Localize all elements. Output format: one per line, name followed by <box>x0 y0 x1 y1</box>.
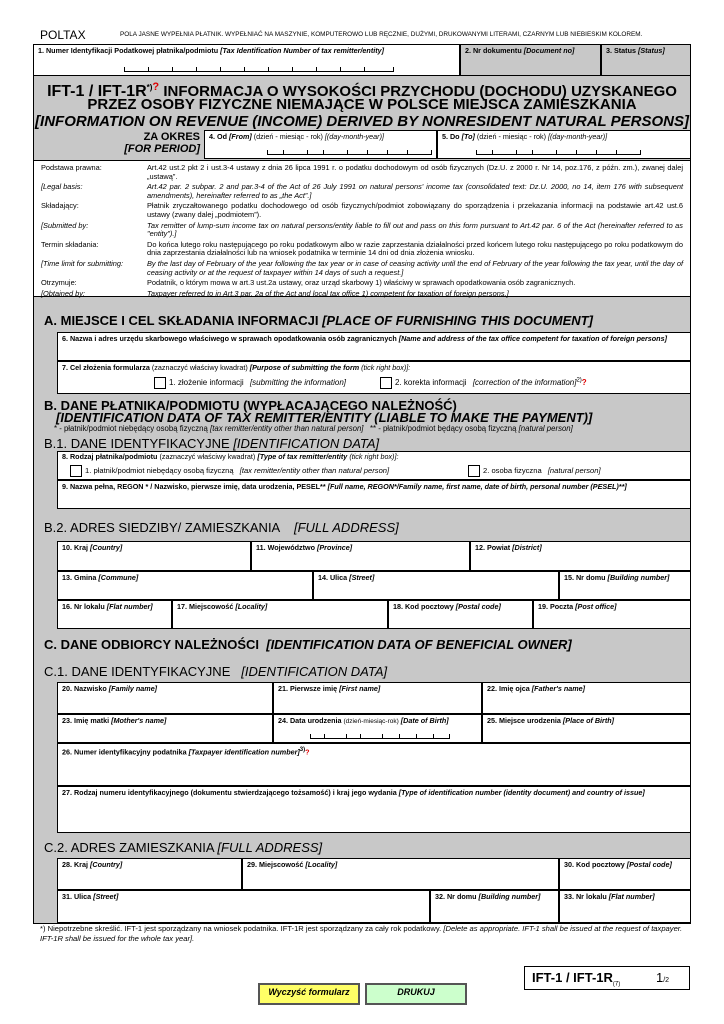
field-label-text: 16. Nr lokalu <box>62 602 105 611</box>
field-17-locality[interactable] <box>172 600 388 629</box>
title-line-3-en: [INFORMATION ON REVENUE (INCOME) DERIVED BY NONRESIDENT NATURAL PERSONS] <box>35 113 689 130</box>
note-2: ** - płatnik/podmiot będący osobą fizyczną <box>369 424 517 433</box>
footnote <box>40 924 692 944</box>
date-of-birth-comb <box>310 733 450 739</box>
field-14-street[interactable] <box>313 571 559 600</box>
section-b-title-en: [IDENTIFICATION DATA OF TAX REMITTER/ENTITY (LIABLE TO MAKE THE PAYMENT)] <box>56 410 593 425</box>
field-8-remitter-type <box>57 451 691 480</box>
field-23-mother-name[interactable] <box>57 714 273 743</box>
basis-row <box>40 240 684 259</box>
field-label-text: [Flat number] <box>608 892 655 901</box>
remitter-type-option-2[interactable] <box>468 465 601 477</box>
field-5-date-to[interactable] <box>437 130 691 159</box>
field-label-text: 11. Województwo <box>256 543 315 552</box>
field-33-flat-number[interactable] <box>559 890 691 923</box>
basis-row <box>40 201 684 220</box>
title-line-2: PRZEZ OSOBY FIZYCZNE NIEMAJĄCE W POLSCE MIEJSCA ZAMIESZKANIA <box>87 96 637 113</box>
field-label-text: 32. Nr domu <box>435 892 477 901</box>
basis-text: Do końca lutego roku następującego po roku podatkowym albo w razie zaprzestania działalności przed końcem lutego roku następującego po roku podatkowym do dnia zaprzestania działalności lub na wniosek podatnika w terminie 14 dni od dnia złożenia wniosku. <box>147 239 683 258</box>
field-4-label: 4. Od <box>209 132 227 141</box>
b1-title-en: [IDENTIFICATION DATA] <box>233 436 380 451</box>
field-3-status <box>601 44 691 76</box>
option-2-label: 2. osoba fizyczna <box>483 466 542 475</box>
section-heading-text: B.1. DANE IDENTYFIKACYJNE <box>44 436 230 451</box>
tax-id-comb <box>124 66 394 72</box>
date-from-comb <box>267 149 432 155</box>
field-label-text: 21. Pierwsze imię <box>278 684 338 693</box>
field-5-label-en: [To] <box>461 132 475 141</box>
field-label-text: [Taxpayer identification number] <box>188 747 300 757</box>
field-20-family-name[interactable] <box>57 682 273 714</box>
basis-row <box>40 221 684 240</box>
basis-label: [Legal basis: <box>41 182 83 192</box>
field-2-label-en: [Document no] <box>523 46 575 55</box>
field-21-first-name[interactable] <box>273 682 482 714</box>
field-label-text: 27. Rodzaj numeru identyfikacyjnego (dokumentu stwierdzającego tożsamość) i kraj jego wydania <box>62 788 397 797</box>
basis-text: Podatnik, o którym mowa w art.3 ust.2a ustawy, oraz urząd skarbowy 1) właściwy w sprawach opodatkowania osób zagranicznych. <box>147 278 576 288</box>
section-heading-text: B.2. ADRES SIEDZIBY/ ZAMIESZKANIA <box>44 520 280 535</box>
clear-form-button[interactable]: Wyczyść formularz <box>258 983 360 1005</box>
period-label <box>104 131 200 155</box>
field-label-text: [Post office] <box>575 602 617 611</box>
field-6-tax-office[interactable] <box>57 332 691 361</box>
basis-label: Termin składania: <box>41 239 99 249</box>
field-label-text: 12. Powiat <box>475 543 511 552</box>
basis-label: [Time limit for submitting: <box>41 258 124 268</box>
field-6-label: 6. Nazwa i adres urzędu skarbowego właściwego w sprawach opodatkowania osób zagranicznych <box>62 334 397 343</box>
title-footnote-mark: *) <box>146 83 153 92</box>
footer-version: (7) <box>612 981 621 988</box>
field-label-text: [First name] <box>339 684 381 693</box>
field-7-hint-en: (tick right box)]: <box>361 363 411 372</box>
note-1-en: [tax remitter/entity other than natural person] <box>210 424 364 433</box>
field-label-text: [Family name] <box>108 684 158 693</box>
help-icon[interactable]: ? <box>305 747 310 757</box>
purpose-option-2[interactable] <box>380 377 587 389</box>
option-2-label-en: [correction of the information] <box>472 378 577 388</box>
checkbox-non-natural-person[interactable] <box>70 465 82 477</box>
field-label-text: 28. Kraj <box>62 860 88 869</box>
page-total: /2 <box>663 977 670 984</box>
field-label-text: 14. Ulica <box>318 573 348 582</box>
field-28-country[interactable] <box>57 858 242 890</box>
field-8-label: 8. Rodzaj płatnika/podmiotu <box>62 452 158 461</box>
basis-text: Płatnik zryczałtowanego podatku dochodowego od osób fizycznych/podmiot zobowiązany do sporządzenia i przekazania informacji na podstawie art.42 ust.6 ustawy (zwany dalej „podmiotem”). <box>147 201 683 219</box>
basis-row <box>40 163 684 182</box>
field-label-text: 31. Ulica <box>62 892 92 901</box>
footnote-text-en: [Delete as appropriate. IFT-1 shall be issued at the request of taxpayer. IFT-1R shall be issued for the whole tax year]. <box>40 924 683 943</box>
c2-title <box>44 840 322 855</box>
field-9-full-name[interactable] <box>57 480 691 509</box>
field-10-country[interactable] <box>57 541 251 571</box>
field-27-id-document-type[interactable] <box>57 786 691 833</box>
period-label-en: [FOR PERIOD] <box>124 143 200 155</box>
field-label-text: (dzień-miesiąc-rok) <box>343 718 399 725</box>
field-1-label-en: [Tax Identification Number of tax remitter/entity] <box>220 46 384 55</box>
basis-text: Tax remitter of lump-sum income tax on natural persons/entity liable to fill out and pass on this form pursuant to Art.42 par. 6 of the Act (hereinafter referred to as "entity").] <box>147 220 683 239</box>
field-5-label: 5. Do <box>442 132 460 141</box>
basis-label: [Obtained by: <box>41 288 85 298</box>
footer-code-box <box>532 970 620 988</box>
field-1-tax-id[interactable] <box>33 44 460 76</box>
legal-basis-block <box>34 160 690 297</box>
b2-title <box>44 520 399 535</box>
help-icon[interactable]: ? <box>152 81 160 93</box>
basis-label: Składający: <box>41 201 79 211</box>
field-label-text: 18. Kod pocztowy <box>393 602 454 611</box>
field-label-text: [Country] <box>89 543 123 552</box>
field-label-text: [Type of identification number (identity document) and country of issue] <box>398 788 645 797</box>
footnote-text: *) Niepotrzebne skreślić. IFT-1 jest sporządzany na wniosek podatnika. IFT-1R jest sporządzany za cały rok podatkowy. <box>40 924 442 933</box>
option-1-label: 1. płatnik/podmiot niebędący osobą fizyczną <box>85 466 234 475</box>
field-4-hint: (dzień - miesiąc - rok) <box>253 132 323 141</box>
field-22-father-name[interactable] <box>482 682 691 714</box>
field-label-text: [Building number] <box>478 892 541 901</box>
field-13-commune[interactable] <box>57 571 313 600</box>
field-29-locality[interactable] <box>242 858 559 890</box>
field-30-postal-code[interactable] <box>559 858 691 890</box>
basis-row <box>40 289 684 300</box>
field-4-date-from[interactable] <box>204 130 437 159</box>
page-current: 1 <box>656 970 664 985</box>
section-c-title-en: [IDENTIFICATION DATA OF BENEFICIAL OWNER] <box>266 637 572 652</box>
field-19-post-office[interactable] <box>533 600 691 629</box>
basis-text: Art.42 par. 2 subpar. 2 and par.3-4 of the Act of 26 July 1991 on natural persons' income tax (consolidated text: Dz.U. 2000, no 14, item 176 with subsequent amendments), hereinafter referred to as „the Act”.] <box>147 182 683 200</box>
field-label-text: 10. Kraj <box>62 543 88 552</box>
note-1: * - płatnik/podmiot niebędący osobą fizyczną <box>54 424 208 433</box>
poltax-label: POLTAX <box>40 28 86 42</box>
section-a-title <box>44 313 593 328</box>
note-2-en: [natural person] <box>518 424 573 433</box>
field-label-text: [Street] <box>93 892 119 901</box>
field-4-hint-en: [(day-month-year)] <box>324 132 384 141</box>
form-code: IFT-1 / IFT-1R <box>47 83 147 100</box>
field-label-text: 24. Data urodzenia <box>278 716 342 725</box>
field-1-label: 1. Numer Identyfikacji Podatkowej płatnika/podmiotu <box>38 46 219 55</box>
option-2-footnote: 2) <box>576 377 582 384</box>
field-16-flat-number[interactable] <box>57 600 172 629</box>
field-9-label: 9. Nazwa pełna, REGON * / Nazwisko, pierwsze imię, data urodzenia, PESEL** <box>62 482 326 491</box>
section-b-title: B. DANE PŁATNIKA/PODMIOTU (WYPŁACAJĄCEGO NALEŻNOŚĆ) <box>44 398 457 413</box>
field-2-label: 2. Nr dokumentu <box>465 46 522 55</box>
option-1-label: 1. złożenie informacji <box>169 378 244 388</box>
field-label-text: [Commune] <box>98 573 139 582</box>
field-label-text: [Province] <box>316 543 353 552</box>
fill-instruction: POLA JASNE WYPEŁNIA PŁATNIK. WYPEŁNIAĆ NA MASZYNIE, KOMPUTEROWO LUB RĘCZNIE, DUŻYMI, DRUKOWANYMI LITERAMI, CZARNYM LUB NIEBIESKIM KOLOREM. <box>120 31 643 38</box>
section-heading-text: C.1. DANE IDENTYFIKACYJNE <box>44 664 231 679</box>
field-8-label-en: [Type of tax remitter/entity <box>257 452 348 461</box>
field-9-label-en: [Full name, REGON*/Family name, first name, date of birth, personal number (PESEL)**] <box>327 482 627 491</box>
page-number <box>656 970 669 985</box>
title-line-1: INFORMACJA O WYSOKOŚCI PRZYCHODU (DOCHODU) UZYSKANEGO <box>163 83 677 100</box>
field-8-hint: (zaznaczyć właściwy kwadrat) <box>159 452 256 461</box>
basis-label: [Submitted by: <box>41 220 89 230</box>
checkbox-natural-person[interactable] <box>468 465 480 477</box>
field-label-text: [Locality] <box>235 602 268 611</box>
field-label-text: [Mother's name] <box>111 716 167 725</box>
field-32-building-number[interactable] <box>430 890 559 923</box>
field-5-hint-en: [(day-month-year)] <box>547 132 608 141</box>
field-label-text: [District] <box>512 543 542 552</box>
field-label-text: [Country] <box>89 860 123 869</box>
field-label-text: 19. Poczta <box>538 602 574 611</box>
field-26-taxpayer-id[interactable]: 26. Numer identyfikacyjny podatnika [Taxpayer identification number]$^{3)}$? <box>57 743 691 786</box>
basis-text: By the last day of February of the year following the tax year or in case of ceasing activity until the end of February of the year following the tax year, until the day of ceasing activity or at the request of taxpayer within 14 days of such a request.] <box>147 258 683 277</box>
field-2-document-no <box>460 44 601 76</box>
field-label-text: 26. Numer identyfikacyjny podatnika <box>62 747 187 757</box>
field-label-text: [Date of Birth] <box>400 716 449 725</box>
basis-label: Podstawa prawna: <box>41 163 102 172</box>
field-label-text: [Locality] <box>305 860 338 869</box>
field-7-purpose <box>57 361 691 394</box>
section-heading-text: C. DANE ODBIORCY NALEŻNOŚCI <box>44 637 259 652</box>
remitter-type-option-1[interactable] <box>70 465 389 477</box>
field-label-text: [Postal code] <box>626 860 672 869</box>
field-15-building-number[interactable] <box>559 571 691 600</box>
field-label-text: 17. Miejscowość <box>177 602 234 611</box>
purpose-option-1[interactable] <box>154 377 346 389</box>
field-label-text: 22. Imię ojca <box>487 684 530 693</box>
date-to-comb <box>476 149 641 155</box>
print-button[interactable]: DRUKUJ <box>365 983 467 1005</box>
field-8-hint-en: (tick right box)]: <box>349 452 399 461</box>
b1-title <box>44 436 379 451</box>
field-18-postal-code[interactable] <box>388 600 533 629</box>
field-label-text: [Street] <box>349 573 375 582</box>
option-2-label: 2. korekta informacji <box>395 378 467 388</box>
field-label-text: [Postal code] <box>455 602 501 611</box>
section-a-title-en: [PLACE OF FURNISHING THIS DOCUMENT] <box>322 313 593 328</box>
basis-text: Taxpayer referred to in Art.3 par. 2a of the Act and local tax office 1) competent for taxation of foreign persons.] <box>147 288 509 298</box>
help-icon[interactable]: ? <box>581 378 587 388</box>
field-11-province[interactable] <box>251 541 470 571</box>
field-label-text: [Place of Birth] <box>562 716 615 725</box>
option-1-label-en: [submitting the information] <box>249 378 346 388</box>
checkbox-correction[interactable] <box>380 377 392 389</box>
checkbox-submit-info[interactable] <box>154 377 166 389</box>
section-c-title <box>44 637 572 652</box>
c2-title-en: [FULL ADDRESS] <box>217 840 323 855</box>
field-label-text: 29. Miejscowość <box>247 860 304 869</box>
field-label-text: 23. Imię matki <box>62 716 110 725</box>
basis-row <box>40 278 684 289</box>
option-1-label-en: [tax remitter/entity other than natural person] <box>239 466 390 475</box>
field-6-label-en: [Name and address of the tax office competent for taxation of foreign persons] <box>398 334 667 343</box>
option-2-label-en: [natural person] <box>547 466 601 475</box>
section-heading-text: C.2. ADRES ZAMIESZKANIA <box>44 840 214 855</box>
field-label-text: [Building number] <box>607 573 670 582</box>
field-label-text: 33. Nr lokalu <box>564 892 607 901</box>
field-label-text: 13. Gmina <box>62 573 97 582</box>
field-25-place-of-birth[interactable] <box>482 714 691 743</box>
field-7-hint: (zaznaczyć właściwy kwadrat) <box>151 363 248 372</box>
field-24-date-of-birth[interactable] <box>273 714 482 743</box>
basis-row <box>40 259 684 278</box>
field-7-label-en: [Purpose of submitting the form <box>249 363 360 372</box>
period-label-pl: ZA OKRES <box>143 131 200 143</box>
field-label-text: [Flat number] <box>106 602 153 611</box>
field-label-text: 15. Nr domu <box>564 573 606 582</box>
c1-title-en: [IDENTIFICATION DATA] <box>241 664 388 679</box>
basis-row <box>40 182 684 201</box>
basis-text: Art.42 ust.2 pkt 2 i ust.3-4 ustawy z dnia 26 lipca 1991 r. o podatku dochodowym od osób fizycznych (Dz.U. z 2000 r. Nr 14, poz.176, z późn. zm.), zwanej dalej „ustawą”. <box>147 163 683 181</box>
field-label-text: 25. Miejsce urodzenia <box>487 716 561 725</box>
c1-title <box>44 664 387 679</box>
field-5-hint: (dzień - miesiąc - rok) <box>476 132 546 141</box>
section-heading-text: A. MIEJSCE I CEL SKŁADANIA INFORMACJI <box>44 313 319 328</box>
basis-label: Otrzymuje: <box>41 278 77 288</box>
field-label-text: [Father's name] <box>531 684 585 693</box>
field-31-street[interactable] <box>57 890 430 923</box>
footer-code: IFT-1 / IFT-1R <box>532 970 613 985</box>
field-12-district[interactable] <box>470 541 691 571</box>
b2-title-en: [FULL ADDRESS] <box>293 520 399 535</box>
section-b-notes <box>54 424 573 433</box>
field-label-text: 30. Kod pocztowy <box>564 860 625 869</box>
field-4-label-en: [From] <box>228 132 252 141</box>
field-3-label: 3. Status <box>606 46 636 55</box>
field-label-text: 20. Nazwisko <box>62 684 107 693</box>
field-3-label-en: [Status] <box>637 46 665 55</box>
field-7-label: 7. Cel złożenia formularza <box>62 363 150 372</box>
